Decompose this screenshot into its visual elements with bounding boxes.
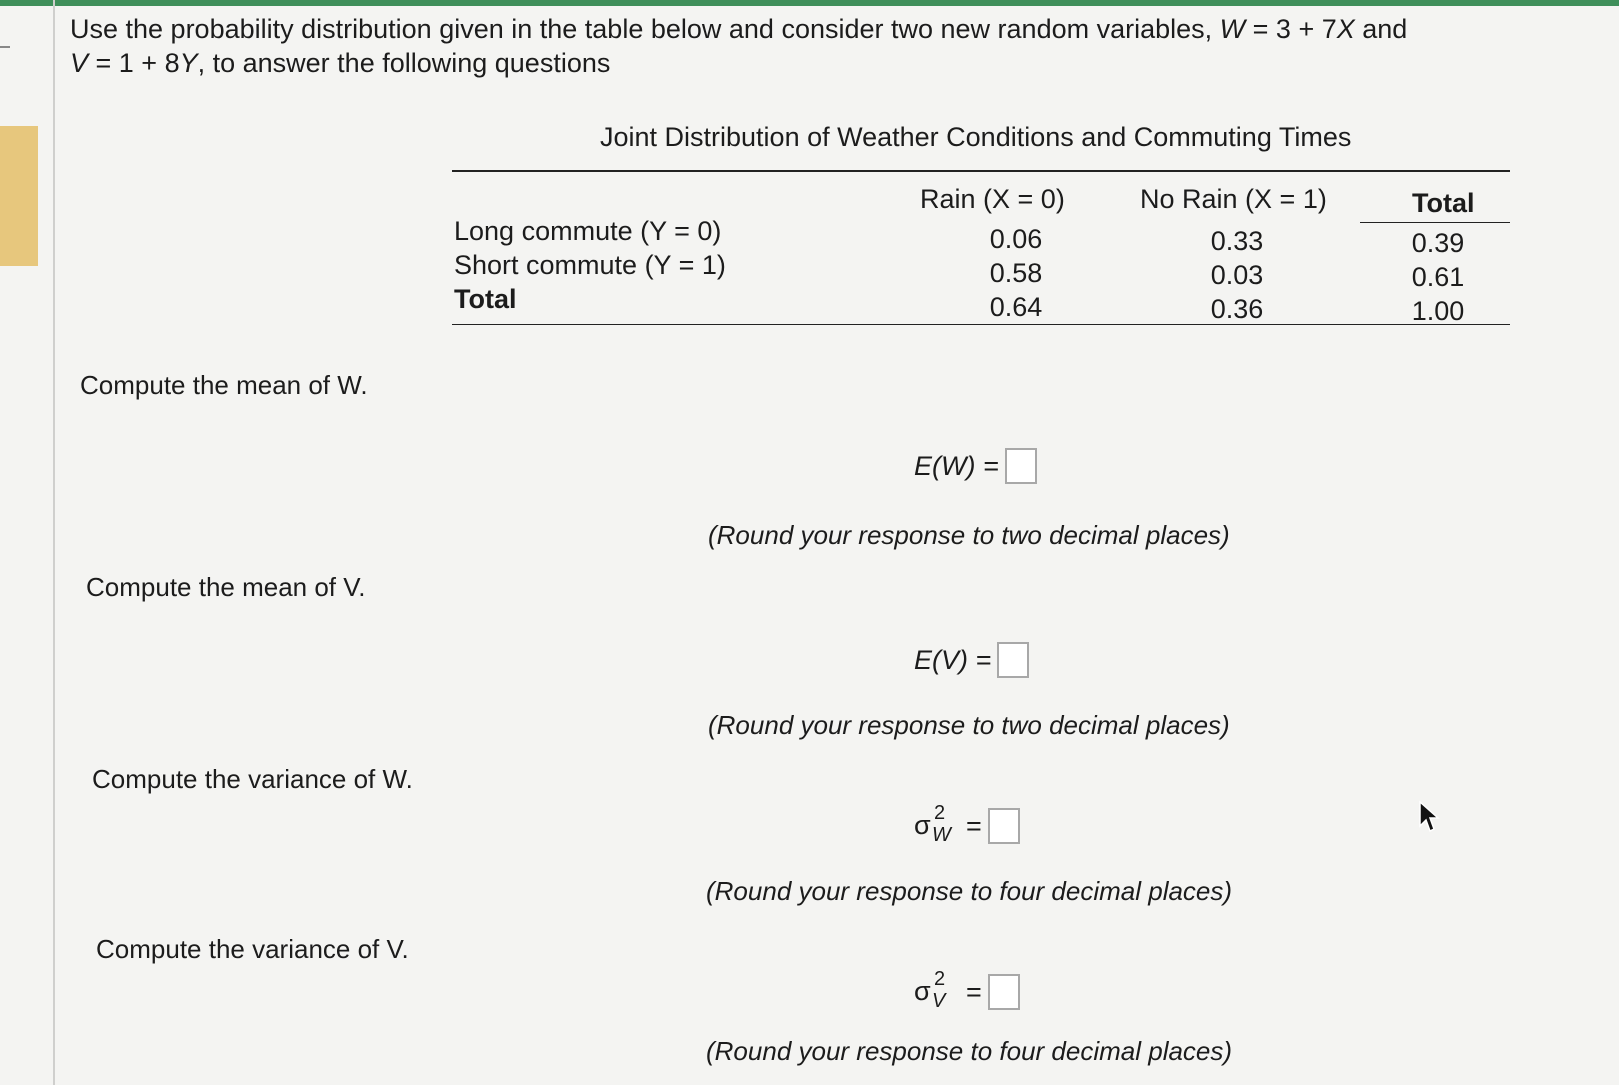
intro-text: , to answer the following questions bbox=[197, 48, 611, 78]
table-top-rule bbox=[452, 170, 1510, 172]
question-intro bbox=[70, 12, 1520, 80]
cell-long-total: 0.39 bbox=[1411, 228, 1465, 258]
mean-w-input[interactable] bbox=[1005, 448, 1037, 484]
header-total: Total bbox=[1412, 188, 1475, 218]
round-note-variance-v: (Round your response to four decimal places) bbox=[706, 1036, 1233, 1066]
cell-short-total: 0.61 bbox=[1411, 262, 1465, 292]
intro-text: Use the probability distribution given in the table below and consider two new random variables, bbox=[70, 14, 1213, 44]
cell-long-rain: 0.06 bbox=[989, 224, 1043, 254]
intro-text: = 1 + 8 bbox=[88, 48, 180, 78]
header-rain: Rain (X = 0) bbox=[920, 184, 1065, 214]
row-label-total: Total bbox=[454, 284, 517, 314]
intro-text: and bbox=[1354, 14, 1408, 44]
left-divider bbox=[53, 0, 55, 1085]
round-note-mean-w: (Round your response to two decimal places) bbox=[708, 520, 1230, 550]
question-variance-w: Compute the variance of W. bbox=[92, 764, 413, 794]
answer-row-variance-w bbox=[914, 802, 1020, 846]
var-x: X bbox=[1336, 14, 1355, 44]
var-v: V bbox=[70, 48, 89, 78]
left-highlight-tab bbox=[0, 126, 38, 266]
mouse-cursor-icon bbox=[1418, 800, 1442, 834]
row-label-short: Short commute (Y = 1) bbox=[454, 250, 726, 280]
sigma-glyph: σ bbox=[914, 810, 931, 840]
answer-row-mean-w bbox=[914, 448, 1037, 484]
sigma-v-symbol bbox=[914, 968, 960, 1012]
intro-text: = 3 + 7 bbox=[1245, 14, 1337, 44]
cell-total-total: 1.00 bbox=[1411, 296, 1465, 326]
ev-label: E(V) = bbox=[914, 644, 992, 675]
top-strip bbox=[0, 0, 1619, 6]
cell-short-norain: 0.03 bbox=[1210, 260, 1264, 290]
ew-label: E(W) = bbox=[914, 450, 999, 481]
question-mean-v: Compute the mean of V. bbox=[86, 572, 366, 602]
sigma-glyph: σ bbox=[914, 976, 931, 1006]
total-header-rule bbox=[1360, 222, 1510, 223]
sigma-subscript: W bbox=[932, 824, 951, 846]
cell-short-rain: 0.58 bbox=[989, 258, 1043, 288]
answer-row-mean-v bbox=[914, 642, 1029, 678]
equals-sign: = bbox=[966, 976, 982, 1007]
sigma-w-symbol bbox=[914, 802, 960, 846]
cell-total-rain: 0.64 bbox=[989, 292, 1043, 322]
round-note-mean-v: (Round your response to two decimal places) bbox=[708, 710, 1230, 740]
variance-v-input[interactable] bbox=[988, 974, 1020, 1010]
table-title: Joint Distribution of Weather Conditions and Commuting Times bbox=[600, 122, 1352, 152]
table-bottom-rule bbox=[452, 324, 1510, 325]
header-no-rain: No Rain (X = 1) bbox=[1140, 184, 1327, 214]
var-w: W bbox=[1219, 14, 1246, 44]
sigma-exponent: 2 bbox=[934, 802, 946, 824]
left-dash bbox=[0, 46, 10, 48]
question-mean-w: Compute the mean of W. bbox=[80, 370, 368, 400]
mean-v-input[interactable] bbox=[997, 642, 1029, 678]
var-y: Y bbox=[179, 48, 198, 78]
sigma-exponent: 2 bbox=[934, 968, 946, 990]
variance-w-input[interactable] bbox=[988, 808, 1020, 844]
sigma-subscript: V bbox=[932, 990, 946, 1012]
row-label-long: Long commute (Y = 0) bbox=[454, 216, 722, 246]
answer-row-variance-v bbox=[914, 968, 1020, 1012]
cell-total-norain: 0.36 bbox=[1210, 294, 1264, 324]
question-variance-v: Compute the variance of V. bbox=[96, 934, 409, 964]
equals-sign: = bbox=[966, 810, 982, 841]
cell-long-norain: 0.33 bbox=[1210, 226, 1264, 256]
round-note-variance-w: (Round your response to four decimal places) bbox=[706, 876, 1233, 906]
